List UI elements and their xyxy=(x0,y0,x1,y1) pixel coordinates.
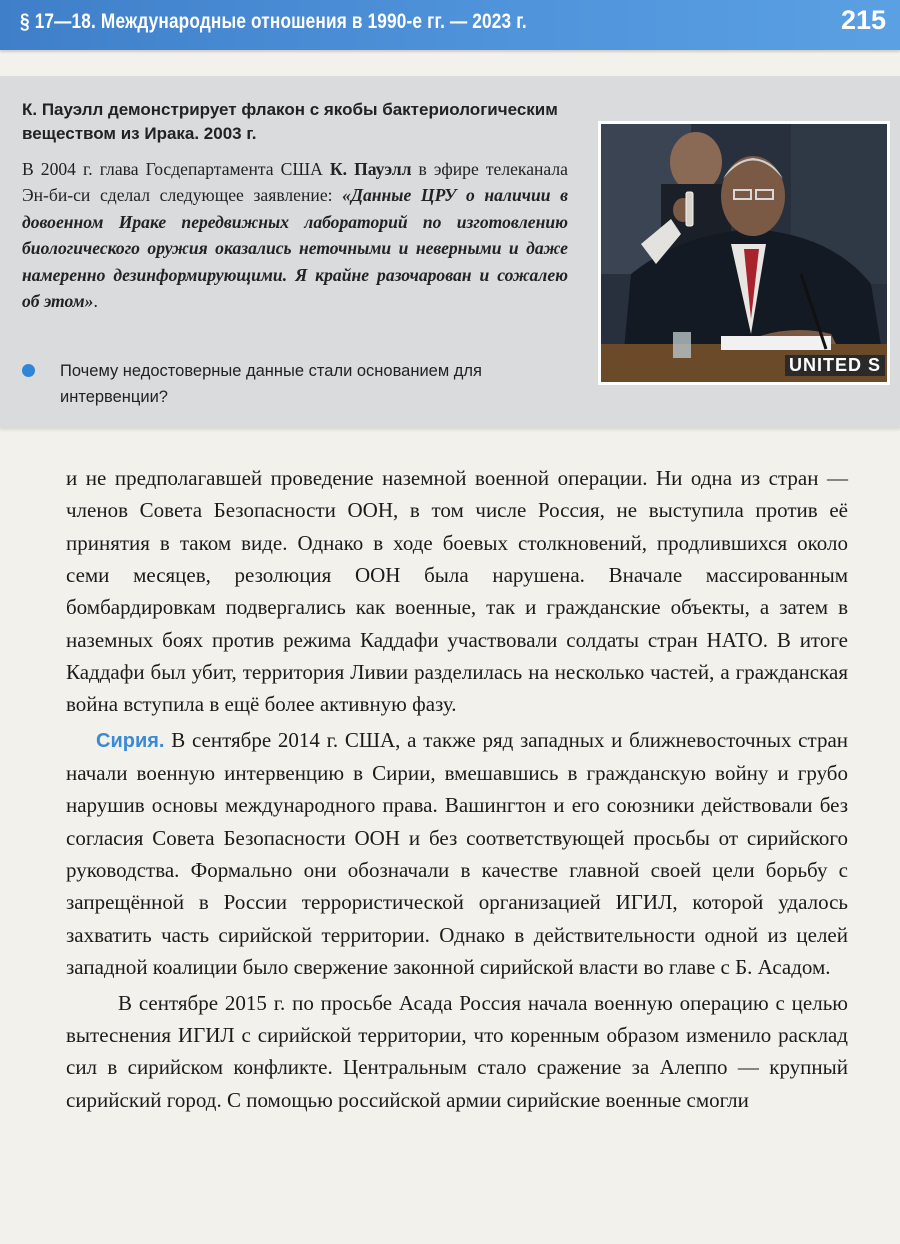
question-text: Почему недостоверные данные стали основанием для интервенции? xyxy=(60,362,482,406)
paragraph-syria xyxy=(66,724,848,984)
page-header xyxy=(0,0,900,50)
paragraph-syria-text: В сентябре 2014 г. США, а также ряд западных и ближневосточных стран начали военную интервенцию в Сирии, вмешавшись в гражданскую войну и грубо нарушив основы международного права. Вашингтон и его союзники действовали без согласия Совета Безопасности ООН и без соответствующей просьбы от сирийского руководства. Формально они обозначали в качестве главной своей цели борьбу с запрещённой в России террористической организацией ИГИЛ, которой удалось захватить часть сирийской территории. Однако в действительности одной из целей западной коалиции было свержение законной сирийской власти во главе с Б. Асадом. xyxy=(66,727,848,980)
paragraph-libya-continued: и не предполагавшей проведение наземной военной операции. Ни одна из стран — членов Совета Безопасности ООН, в том числе Россия, не выступила против её принятия в таком виде. Однако в ходе боевых столкновений, продлившихся около семи месяцев, резолюция ООН была нарушена. Вначале массированным бомбардировкам подвергались как военные, так и гражданские объекты, а затем в наземных боях против режима Каддафи участвовали солдаты стран НАТО. В итоге Каддафи был убит, территория Ливии разделилась на несколько частей, а гражданская война вступила в ещё более активную фазу. xyxy=(66,466,848,717)
powell-photo xyxy=(598,121,890,385)
caption-quote: «Данные ЦРУ о наличии в довоенном Ираке передвижных лабораторий по изготовлению биологического оружия оказались неточными и неверными и даже намеренно дезинформирующими. Я крайне разочарован и сожалею об этом» xyxy=(22,185,569,312)
caption-title: К. Пауэлл демонстрирует флакон с якобы бактериологическим веществом из Ирака. 2003 г. xyxy=(22,100,558,143)
page-number: 215 xyxy=(840,5,886,35)
nameplate-label: UNITED S xyxy=(785,355,885,376)
caption-body xyxy=(22,156,568,314)
question-bullet-icon xyxy=(22,364,35,377)
main-text xyxy=(66,462,848,1116)
caption-person-name: К. Пауэлл xyxy=(329,159,412,179)
photo-illustration xyxy=(601,124,887,382)
section-title: § 17—18. Международные отношения в 1990-е гг. — 2023 г. xyxy=(20,10,527,33)
caption-body-mid: в эфире телеканала Эн-би-си сделал следующее заявление: xyxy=(22,159,568,206)
section-label-syria: Сирия. xyxy=(96,729,165,752)
paragraph-russia-operation: В сентябре 2015 г. по просьбе Асада Россия начала военную операцию с целью вытеснения ИГИЛ с сирийской территории, что коренным образом изменило расклад сил в сирийском конфликте. Центральным стало сражение за Алеппо — крупный сирийский город. С помощью российской армии сирийские военные смогли xyxy=(66,990,848,1112)
caption-body-end: . xyxy=(93,291,98,312)
caption-body-pre: В 2004 г. глава Госдепартамента США xyxy=(22,159,330,179)
